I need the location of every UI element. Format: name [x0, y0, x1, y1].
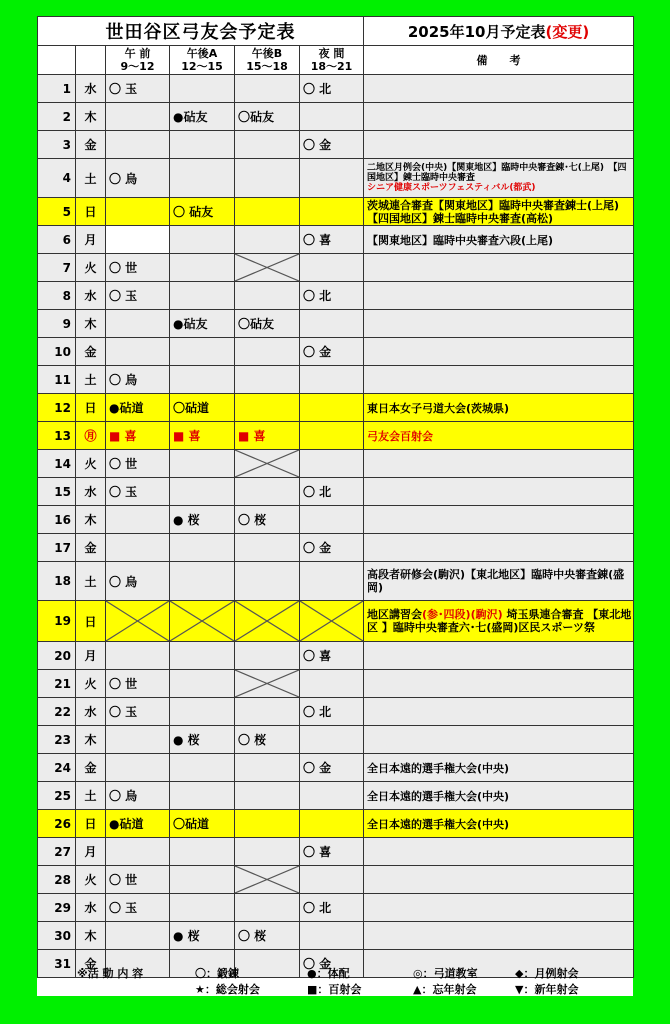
day-number: 25: [38, 782, 76, 810]
slot-night: [300, 310, 364, 338]
day-number: 17: [38, 534, 76, 562]
slot-night: [300, 198, 364, 226]
weekday: 金: [76, 950, 106, 978]
note: 東日本女子弓道大会(茨城県): [364, 394, 634, 422]
note: 高段者研修会(駒沢)【東北地区】臨時中央審査錬(盛岡): [364, 562, 634, 601]
weekday: 月: [76, 226, 106, 254]
weekday: 月: [76, 838, 106, 866]
slot-afternoon-a: ● 桜: [170, 506, 235, 534]
slot-afternoon-b: [235, 894, 300, 922]
note: 地区講習会(参･四段)(駒沢) 埼玉県連合審査 【東北地区 】臨時中央審査六･七(盛岡)区民スポーツ祭: [364, 601, 634, 642]
slot-morning: [106, 838, 170, 866]
slot-morning: ●砧道: [106, 810, 170, 838]
slot-afternoon-b-closed: [235, 254, 300, 282]
day-number: 30: [38, 922, 76, 950]
slot-afternoon-b-closed: [235, 866, 300, 894]
slot-afternoon-a: ■ 喜: [170, 422, 235, 450]
day-number: 13: [38, 422, 76, 450]
note: [364, 478, 634, 506]
header-weekday: [76, 46, 106, 75]
slot-afternoon-a: ● 桜: [170, 922, 235, 950]
note: 弓友会百射会: [364, 422, 634, 450]
note: [364, 103, 634, 131]
slot-night: [300, 922, 364, 950]
slot-afternoon-a: [170, 894, 235, 922]
day-number: 4: [38, 159, 76, 198]
note: [364, 254, 634, 282]
day-number: 9: [38, 310, 76, 338]
slot-afternoon-a: ●砧友: [170, 103, 235, 131]
legend-item: ▼：新年射会: [515, 983, 579, 996]
slot-night: [300, 103, 364, 131]
slot-morning: [106, 922, 170, 950]
slot-night: 〇 北: [300, 894, 364, 922]
slot-afternoon-b: [235, 159, 300, 198]
weekday: 火: [76, 866, 106, 894]
day-number: 22: [38, 698, 76, 726]
note: [364, 506, 634, 534]
slot-night: 〇 北: [300, 75, 364, 103]
day-number: 1: [38, 75, 76, 103]
note: 全日本遠的選手権大会(中央): [364, 754, 634, 782]
change-label: (変更): [545, 22, 590, 41]
day-number: 5: [38, 198, 76, 226]
weekday: 木: [76, 103, 106, 131]
day-number: 11: [38, 366, 76, 394]
schedule-row: [38, 782, 634, 810]
slot-night: [300, 866, 364, 894]
slot-afternoon-a: [170, 838, 235, 866]
slot-afternoon-a: [170, 450, 235, 478]
slot-afternoon-b: [235, 198, 300, 226]
schedule-row: [38, 670, 634, 698]
day-number: 26: [38, 810, 76, 838]
day-number: 3: [38, 131, 76, 159]
slot-night: [300, 394, 364, 422]
note: [364, 838, 634, 866]
slot-morning: [106, 131, 170, 159]
day-number: 6: [38, 226, 76, 254]
slot-morning: 〇 玉: [106, 282, 170, 310]
slot-morning: [106, 226, 170, 254]
schedule-row: [38, 394, 634, 422]
weekday: 火: [76, 450, 106, 478]
legend-item: ■：百射会: [307, 983, 362, 996]
slot-night: 〇 金: [300, 754, 364, 782]
note: [364, 698, 634, 726]
schedule-row: [38, 338, 634, 366]
day-number: 2: [38, 103, 76, 131]
note: [364, 670, 634, 698]
schedule-row: [38, 159, 634, 198]
slot-night: [300, 506, 364, 534]
day-number: 7: [38, 254, 76, 282]
legend: [37, 964, 633, 996]
header-row: [38, 46, 634, 75]
slot-afternoon-a: [170, 562, 235, 601]
slot-morning: 〇 世: [106, 866, 170, 894]
schedule-row: [38, 310, 634, 338]
slot-afternoon-b: [235, 838, 300, 866]
note: [364, 866, 634, 894]
slot-night: 〇 北: [300, 698, 364, 726]
header-morning: 午 前 9〜12: [106, 46, 170, 75]
slot-afternoon-a: [170, 131, 235, 159]
note: 全日本遠的選手権大会(中央): [364, 782, 634, 810]
slot-afternoon-b-closed: [235, 601, 300, 642]
note: [364, 282, 634, 310]
legend-heading: ※活 動 内 容: [77, 967, 144, 980]
weekday: 土: [76, 366, 106, 394]
slot-morning: 〇 烏: [106, 782, 170, 810]
legend-item: ◎：弓道教室: [413, 967, 478, 980]
note: [364, 922, 634, 950]
slot-afternoon-b-closed: [235, 450, 300, 478]
slot-night: [300, 422, 364, 450]
slot-afternoon-b: 〇砧友: [235, 310, 300, 338]
slot-afternoon-b: [235, 282, 300, 310]
weekday: 月: [76, 642, 106, 670]
header-afternoon-b: 午後B 15〜18: [235, 46, 300, 75]
schedule-row: [38, 103, 634, 131]
schedule-row: [38, 254, 634, 282]
weekday: 水: [76, 698, 106, 726]
legend-item: ▲：忘年射会: [413, 983, 477, 996]
day-number: 19: [38, 601, 76, 642]
schedule-row: [38, 838, 634, 866]
weekday: 水: [76, 478, 106, 506]
schedule-row: [38, 726, 634, 754]
schedule-row: [38, 754, 634, 782]
day-number: 12: [38, 394, 76, 422]
weekday: 土: [76, 159, 106, 198]
header-day: [38, 46, 76, 75]
slot-morning: 〇 烏: [106, 159, 170, 198]
slot-afternoon-a: [170, 866, 235, 894]
note: 【関東地区】臨時中央審査六段(上尾): [364, 226, 634, 254]
slot-afternoon-a: [170, 282, 235, 310]
weekday: 火: [76, 254, 106, 282]
slot-night-closed: [300, 601, 364, 642]
slot-afternoon-a: ●砧友: [170, 310, 235, 338]
slot-afternoon-a: [170, 75, 235, 103]
slot-night: [300, 810, 364, 838]
slot-afternoon-b: 〇 桜: [235, 922, 300, 950]
schedule-row: [38, 478, 634, 506]
weekday: 土: [76, 562, 106, 601]
slot-morning: [106, 310, 170, 338]
slot-morning: 〇 世: [106, 254, 170, 282]
weekday: ㊊: [76, 422, 106, 450]
slot-morning: [106, 198, 170, 226]
slot-afternoon-a: [170, 670, 235, 698]
slot-afternoon-b: [235, 478, 300, 506]
slot-morning: 〇 世: [106, 670, 170, 698]
legend-item: ◆：月例射会: [515, 967, 579, 980]
weekday: 金: [76, 338, 106, 366]
weekday: 水: [76, 894, 106, 922]
slot-afternoon-a: 〇砧道: [170, 810, 235, 838]
slot-morning: [106, 506, 170, 534]
weekday: 木: [76, 310, 106, 338]
schedule-row: [38, 131, 634, 159]
slot-morning-closed: [106, 601, 170, 642]
schedule-row: [38, 894, 634, 922]
schedule-row: [38, 866, 634, 894]
slot-afternoon-b: [235, 754, 300, 782]
note: [364, 366, 634, 394]
day-number: 27: [38, 838, 76, 866]
slot-night: [300, 254, 364, 282]
slot-morning: [106, 726, 170, 754]
slot-afternoon-a: [170, 754, 235, 782]
slot-afternoon-b: [235, 131, 300, 159]
day-number: 21: [38, 670, 76, 698]
slot-afternoon-a: [170, 534, 235, 562]
day-number: 18: [38, 562, 76, 601]
weekday: 木: [76, 922, 106, 950]
slot-afternoon-b: ■ 喜: [235, 422, 300, 450]
slot-night: [300, 450, 364, 478]
slot-morning: 〇 玉: [106, 894, 170, 922]
slot-afternoon-a: [170, 478, 235, 506]
slot-afternoon-a: [170, 782, 235, 810]
slot-night: 〇 金: [300, 338, 364, 366]
legend-item: ★：総会射会: [195, 983, 260, 996]
header-night: 夜 間 18〜21: [300, 46, 364, 75]
slot-morning: [106, 103, 170, 131]
slot-morning: 〇 玉: [106, 478, 170, 506]
day-number: 14: [38, 450, 76, 478]
day-number: 8: [38, 282, 76, 310]
weekday: 木: [76, 726, 106, 754]
slot-afternoon-a: 〇砧道: [170, 394, 235, 422]
slot-afternoon-a: 〇 砧友: [170, 198, 235, 226]
slot-morning: 〇 烏: [106, 366, 170, 394]
slot-night: [300, 366, 364, 394]
weekday: 木: [76, 506, 106, 534]
slot-afternoon-b: 〇砧友: [235, 103, 300, 131]
slot-night: 〇 喜: [300, 642, 364, 670]
schedule-row: [38, 534, 634, 562]
day-number: 16: [38, 506, 76, 534]
slot-afternoon-b: [235, 562, 300, 601]
note: [364, 338, 634, 366]
slot-night: 〇 北: [300, 282, 364, 310]
slot-afternoon-a: ● 桜: [170, 726, 235, 754]
note: 二地区月例会(中央)【関東地区】臨時中央審査錬･七(上尾) 【四国地区】錬士臨時中央審査 シニア健康スポーツフェスティバル(都武): [364, 159, 634, 198]
note: [364, 75, 634, 103]
slot-morning: 〇 烏: [106, 562, 170, 601]
slot-morning: 〇 玉: [106, 698, 170, 726]
weekday: 金: [76, 131, 106, 159]
note: [364, 131, 634, 159]
schedule-row: [38, 366, 634, 394]
slot-morning: [106, 534, 170, 562]
schedule-row: [38, 226, 634, 254]
header-afternoon-a: 午後A 12〜15: [170, 46, 235, 75]
slot-night: [300, 782, 364, 810]
slot-night: 〇 金: [300, 950, 364, 978]
weekday: 金: [76, 754, 106, 782]
note: [364, 894, 634, 922]
slot-afternoon-b: [235, 782, 300, 810]
day-number: 15: [38, 478, 76, 506]
day-number: 10: [38, 338, 76, 366]
schedule-row: [38, 922, 634, 950]
slot-afternoon-b: [235, 642, 300, 670]
slot-afternoon-b: [235, 394, 300, 422]
slot-morning: 〇 玉: [106, 75, 170, 103]
schedule-row: [38, 698, 634, 726]
legend-item: 〇：鍛錬: [195, 967, 239, 980]
weekday: 水: [76, 75, 106, 103]
month-title: 2025年10月予定表(変更): [364, 17, 634, 46]
slot-night: [300, 159, 364, 198]
slot-afternoon-a: [170, 366, 235, 394]
slot-afternoon-a: [170, 254, 235, 282]
schedule-row: [38, 198, 634, 226]
weekday: 水: [76, 282, 106, 310]
day-number: 24: [38, 754, 76, 782]
day-number: 31: [38, 950, 76, 978]
day-number: 23: [38, 726, 76, 754]
note: [364, 726, 634, 754]
schedule-row: [38, 601, 634, 642]
header-notes: 備 考: [364, 46, 634, 75]
note: 全日本遠的選手権大会(中央): [364, 810, 634, 838]
schedule-row: [38, 75, 634, 103]
slot-night: 〇 金: [300, 131, 364, 159]
schedule-row: [38, 282, 634, 310]
slot-afternoon-b: [235, 534, 300, 562]
day-number: 20: [38, 642, 76, 670]
slot-afternoon-b: 〇 桜: [235, 506, 300, 534]
weekday: 土: [76, 782, 106, 810]
schedule-row: [38, 450, 634, 478]
slot-morning: 〇 世: [106, 450, 170, 478]
weekday: 日: [76, 394, 106, 422]
slot-night: 〇 喜: [300, 838, 364, 866]
weekday: 日: [76, 810, 106, 838]
slot-night: 〇 喜: [300, 226, 364, 254]
slot-afternoon-a-closed: [170, 601, 235, 642]
note: [364, 642, 634, 670]
slot-afternoon-b: [235, 810, 300, 838]
schedule-row: [38, 422, 634, 450]
slot-night: [300, 562, 364, 601]
day-number: 29: [38, 894, 76, 922]
weekday: 火: [76, 670, 106, 698]
weekday: 金: [76, 534, 106, 562]
slot-night: 〇 北: [300, 478, 364, 506]
slot-afternoon-a: [170, 642, 235, 670]
slot-afternoon-b: [235, 366, 300, 394]
note: [364, 450, 634, 478]
slot-afternoon-a: [170, 338, 235, 366]
schedule-row: [38, 642, 634, 670]
slot-afternoon-a: [170, 226, 235, 254]
slot-afternoon-a: [170, 159, 235, 198]
note: [364, 534, 634, 562]
page-title: 世田谷区弓友会予定表: [38, 17, 364, 46]
weekday: 日: [76, 601, 106, 642]
slot-afternoon-b: 〇 桜: [235, 726, 300, 754]
slot-night: [300, 726, 364, 754]
note: [364, 310, 634, 338]
slot-afternoon-b: [235, 75, 300, 103]
schedule-row: [38, 562, 634, 601]
slot-afternoon-b: [235, 338, 300, 366]
slot-night: [300, 670, 364, 698]
slot-morning: ●砧道: [106, 394, 170, 422]
schedule-table: [37, 16, 634, 978]
weekday: 日: [76, 198, 106, 226]
slot-afternoon-b: [235, 698, 300, 726]
schedule-sheet: [37, 16, 633, 996]
slot-morning: [106, 642, 170, 670]
note: 茨城連合審査【関東地区】臨時中央審査錬士(上尾)【四国地区】錬士臨時中央審査(高松): [364, 198, 634, 226]
slot-morning: ■ 喜: [106, 422, 170, 450]
schedule-row: [38, 810, 634, 838]
schedule-row: [38, 506, 634, 534]
slot-afternoon-b-closed: [235, 670, 300, 698]
legend-item: ●：体配: [307, 967, 350, 980]
day-number: 28: [38, 866, 76, 894]
slot-afternoon-b: [235, 226, 300, 254]
slot-morning: [106, 754, 170, 782]
slot-afternoon-a: [170, 698, 235, 726]
slot-night: 〇 金: [300, 534, 364, 562]
slot-morning: [106, 338, 170, 366]
